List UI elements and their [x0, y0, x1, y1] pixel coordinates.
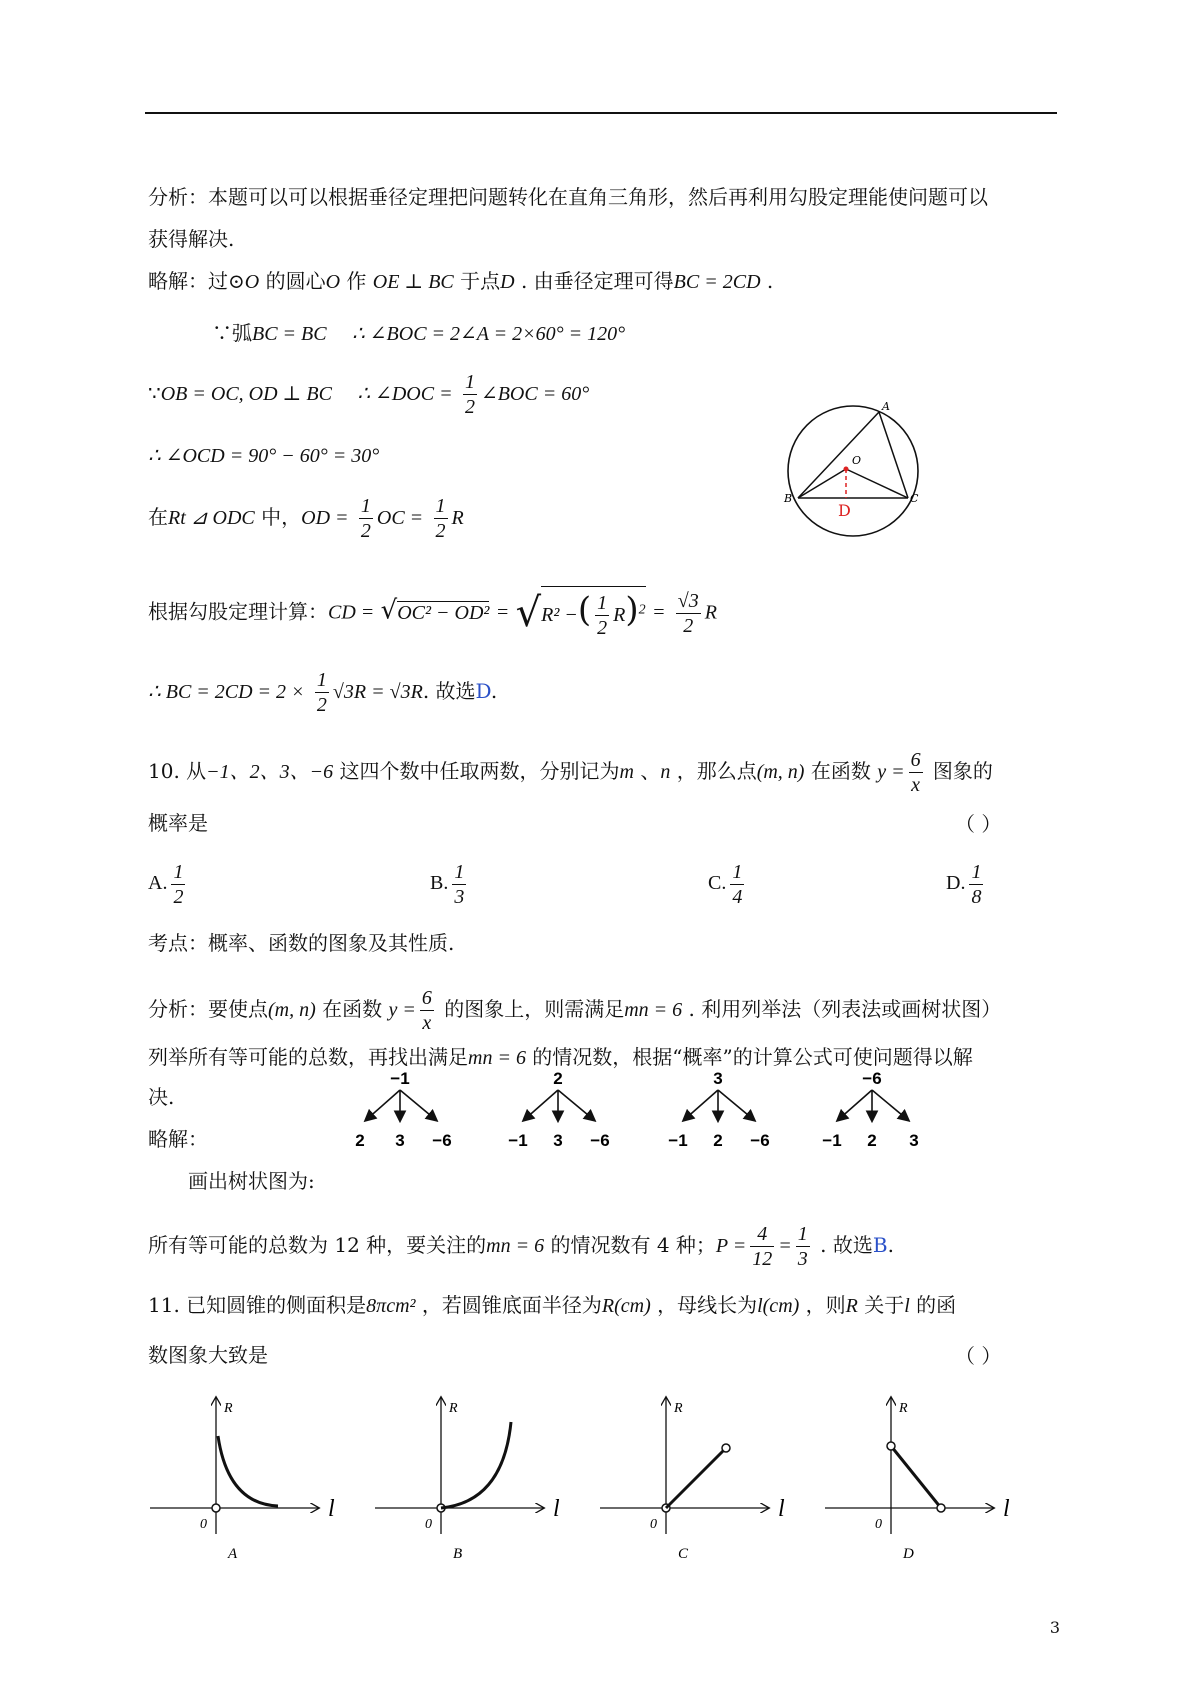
tree-branch: [684, 1090, 718, 1120]
q11-stem: 11. 已知圆锥的侧面积是8πcm² ，若圆锥底面半径为R(cm) ，母线长为l(cm) ，则R 关于l 的函: [148, 1293, 957, 1317]
tree-branch: [400, 1090, 436, 1120]
origin-label: 0: [650, 1517, 657, 1532]
tree-leaf: −1: [822, 1131, 842, 1150]
q10-result: 所有等可能的总数为 12 种，要关注的mn = 6 的情况数有 4 种；P = $\frac{4}{12}$ = $\frac{1}{3}$ . 故选B.: [148, 1223, 894, 1270]
tree-leaf: 3: [553, 1131, 563, 1150]
tree-diagram: [350, 1062, 970, 1152]
q9-step6: ∴ BC = 2CD = 2 × $\frac{1}{2}$ √3R = √3R. 故选D.: [148, 669, 498, 716]
page-number: 3: [1049, 1618, 1060, 1637]
x-axis-label: l: [328, 1496, 335, 1522]
tree-branch: [718, 1090, 754, 1120]
tree-root: −6: [862, 1069, 882, 1088]
tree-branch: [524, 1090, 558, 1120]
curve-B: [441, 1422, 511, 1508]
tree-root: 3: [713, 1069, 723, 1088]
x-axis-label: l: [778, 1496, 785, 1522]
open-point: [887, 1442, 895, 1450]
label-A: A: [882, 400, 890, 413]
q9-solution: 略解：过⊙O 的圆心O 作 OE ⊥ BC 于点D . 由垂径定理可得BC = 2CD .: [148, 269, 774, 293]
tree-leaf: 2: [355, 1131, 365, 1150]
q10-stem-2: 概率是: [148, 811, 208, 835]
tree-leaf: −6: [432, 1131, 452, 1150]
q10-tree-intro: 画出树状图为:: [188, 1169, 315, 1193]
label-B: B: [784, 492, 793, 505]
origin-label: 0: [425, 1517, 432, 1532]
tree-branch: [366, 1090, 400, 1120]
x-axis-label: l: [1003, 1496, 1010, 1522]
q10-solution-label: 略解：: [148, 1127, 208, 1151]
tree-leaf: −6: [590, 1131, 610, 1150]
line-C: [666, 1448, 726, 1508]
q10-answer-paren: （ ）: [955, 812, 1002, 836]
tree-leaf: 2: [867, 1131, 877, 1150]
tree-leaf: 3: [395, 1131, 405, 1150]
q9-step4: 在Rt ⊿ ODC 中，OD = $\frac{1}{2}$ OC = $\frac{1}{2}$ R: [148, 495, 464, 542]
graph-label: B: [453, 1546, 463, 1562]
tree-root: 2: [553, 1069, 563, 1088]
tree-leaf: −6: [750, 1131, 770, 1150]
label-C: C: [910, 492, 919, 505]
circle-diagram: [780, 398, 930, 538]
q10-knowledge-point: 考点：概率、函数的图象及其性质.: [148, 931, 455, 955]
y-axis-label: R: [674, 1401, 683, 1416]
q10-option-b: B. $\frac{1}{3}$: [430, 861, 465, 908]
q10-option-c: C. $\frac{1}{4}$: [708, 861, 743, 908]
q10-analysis-2: 列举所有等可能的总数，再找出满足mn = 6 的情况数，根据“概率”的计算公式可使问题得以解: [148, 1045, 973, 1069]
q10-analysis: 分析：要使点(m, n) 在函数 y = $\frac{6}{x}$ 的图象上，则需满足mn = 6 . 利用列举法（列表法或画树状图）: [148, 987, 1002, 1034]
tree-leaf: −1: [668, 1131, 688, 1150]
tree-root: −1: [390, 1069, 410, 1088]
q9-analysis: 分析：本题可以可以根据垂径定理把问题转化在直角三角形，然后再利用勾股定理能使问题可以: [148, 185, 988, 209]
line-D: [891, 1446, 941, 1508]
label-D: D: [838, 501, 851, 520]
tree-branch: [558, 1090, 594, 1120]
header-rule: [145, 112, 1057, 114]
q10-analysis-3: 决.: [148, 1085, 175, 1109]
q10-option-d: D. $\frac{1}{8}$: [946, 861, 982, 908]
origin-point: [212, 1504, 220, 1512]
curve-A: [218, 1436, 278, 1506]
tree-branch: [872, 1090, 908, 1120]
x-axis-label: l: [553, 1496, 560, 1522]
q9-step5: 根据勾股定理计算：CD = √OC² − OD² = √R² −( $\frac{1}{2}$ R)$^2$ = $\frac{√3}{2}$ R: [148, 586, 717, 640]
tree-leaf: −1: [508, 1131, 528, 1150]
origin-label: 0: [200, 1517, 207, 1532]
graph-label: A: [228, 1546, 238, 1562]
q11-stem-2: 数图象大致是: [148, 1343, 268, 1367]
q11-graphs: [148, 1394, 1068, 1564]
tree-branch: [838, 1090, 872, 1120]
graph-label: C: [678, 1546, 689, 1562]
q10-option-a: A. $\frac{1}{2}$: [148, 861, 184, 908]
y-axis-label: R: [899, 1401, 908, 1416]
q9-analysis-2: 获得解决.: [148, 227, 235, 251]
origin-label: 0: [875, 1517, 882, 1532]
q9-step2: ∵OB = OC, OD ⊥ BC ∴ ∠DOC = $\frac{1}{2}$ ∠BOC = 60°: [148, 371, 590, 418]
tree-leaf: 2: [713, 1131, 723, 1150]
graph-label: D: [903, 1546, 914, 1562]
q9-step1: ∵弧BC = BC ∴ ∠BOC = 2∠A = 2×60° = 120°: [212, 321, 626, 345]
open-point: [722, 1444, 730, 1452]
open-point: [937, 1504, 945, 1512]
q9-step3: ∴ ∠OCD = 90° − 60° = 30°: [148, 445, 380, 467]
tree-leaf: 3: [909, 1131, 919, 1150]
y-axis-label: R: [449, 1401, 458, 1416]
label-O: O: [852, 454, 862, 467]
y-axis-label: R: [224, 1401, 233, 1416]
q11-answer-paren: （ ）: [955, 1344, 1002, 1368]
q10-stem: 10. 从−1、2、3、−6 这四个数中任取两数，分别记为m 、n ，那么点(m, n) 在函数 y = $\frac{6}{x}$ 图象的: [148, 749, 993, 796]
